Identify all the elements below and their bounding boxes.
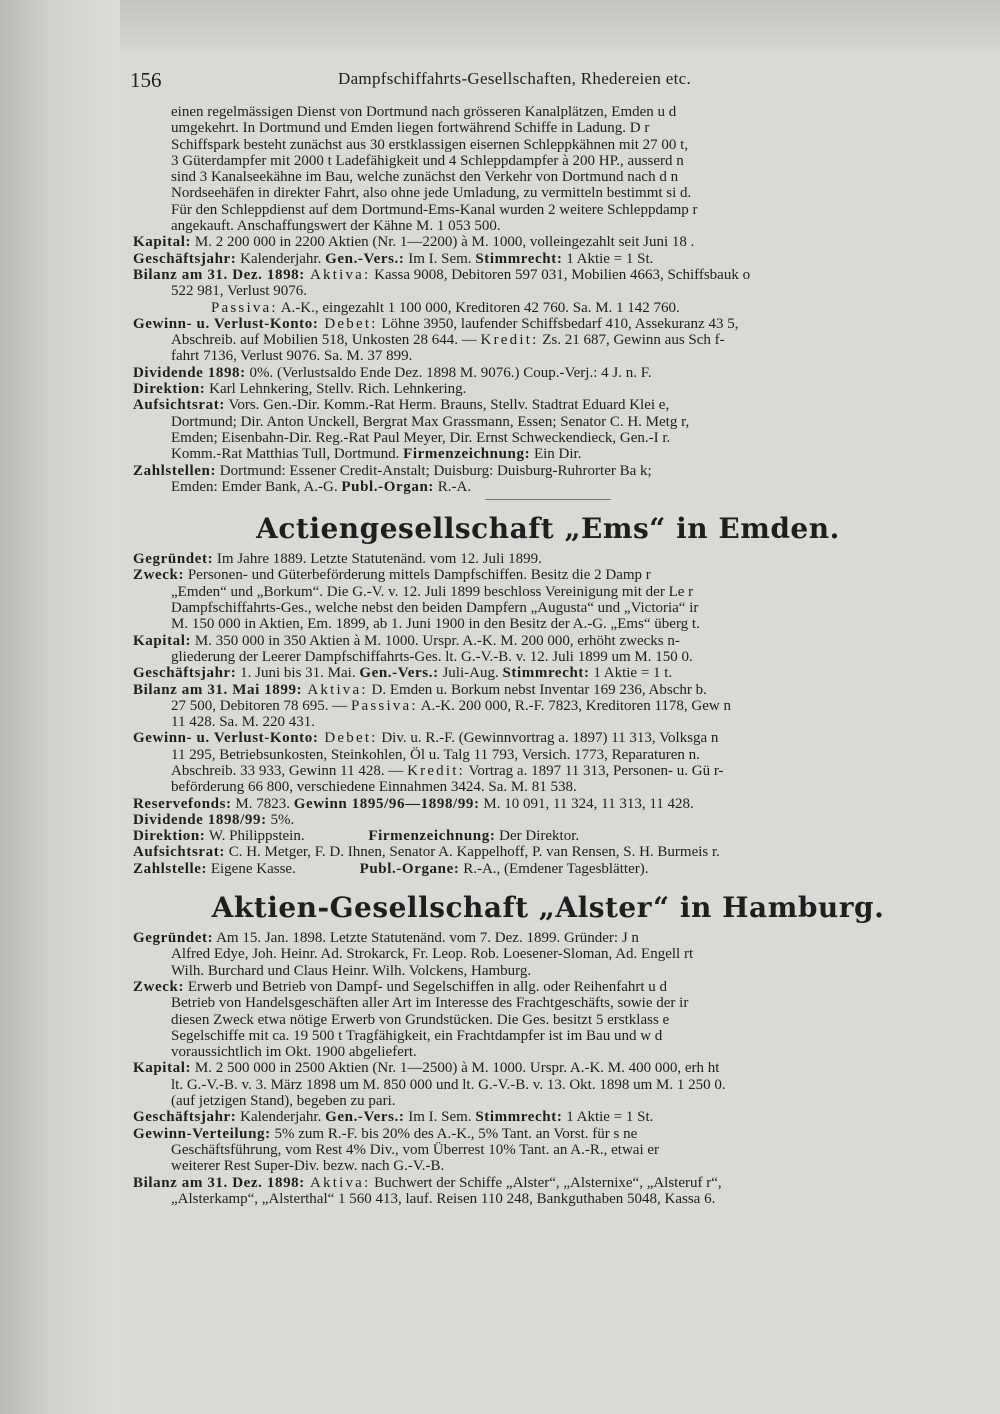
s3-zweck-line: voraussichtlich im Okt. 1900 abgeliefert. <box>171 1044 417 1061</box>
section-divider <box>485 499 611 500</box>
s3-zweck-key: Zweck: <box>133 978 185 995</box>
s1-aktiva-label: Aktiva: <box>304 266 371 283</box>
page-header <box>130 60 963 104</box>
s2-gewinn-line: beförderung 66 800, verschiedene Einnahmen 3424. Sa. M. 81 538. <box>171 779 577 796</box>
s3-aktiva-label: Aktiva: <box>304 1174 371 1191</box>
s2-zweck-line: „Emden“ und „Borkum“. Die G.-V. v. 12. Juli 1899 beschloss Vereinigung mit der Le r <box>171 583 694 600</box>
s3-bilanz-key: Bilanz am 31. Dez. 1898: <box>133 1174 305 1191</box>
s3-kapital <box>133 1060 963 1109</box>
s1-kapital <box>133 234 963 250</box>
s2-rf-key: Reservefonds: <box>133 795 232 812</box>
s2-ar-key: Aufsichtsrat: <box>133 844 225 861</box>
s3-zweck-line: Betrieb von Handelsgeschäften aller Art im Interesse des Frachtgeschäfts, sowie der ir <box>171 995 689 1012</box>
s2-gw-text: M. 10 091, 11 324, 11 313, 11 428. <box>479 795 694 812</box>
s2-gegr-text: Im Jahre 1889. Letzte Statutenänd. vom 12. Juli 1899. <box>213 551 542 568</box>
s2-kap-line: M. 350 000 in 350 Aktien à M. 1000. Urspr. A.-K. M. 200 000, erhöht zwecks n- <box>191 632 680 649</box>
s3-gv-key: Gen.-Vers.: <box>325 1109 405 1126</box>
book-page <box>130 60 963 1207</box>
s1-firm-key: Firmenzeichnung: <box>403 446 531 463</box>
page-number: 156 <box>130 68 162 92</box>
s1-zahlstellen <box>133 463 963 496</box>
s1-bilanz-line: A.-K., eingezahlt 1 100 000, Kreditoren 42 760. Sa. M. 1 142 760. <box>277 299 680 316</box>
s3-gvt-line: Geschäftsführung, vom Rest 4% Div., vom Überrest 10% Tant. an A.-R., etwai er <box>171 1141 660 1158</box>
intro-line: umgekehrt. In Dortmund und Emden liegen fortwährend Schiffe in Ladung. D r <box>171 120 650 137</box>
s2-gewinn-line: Abschreib. 33 933, Gewinn 11 428. — <box>171 762 408 779</box>
s2-gewinn <box>133 730 963 795</box>
s2-publ-key: Publ.-Organe: <box>359 860 460 877</box>
intro-line: Nordseehäfen in direkter Fahrt, also ohne jede Umladung, zu vermitteln bestimmt si d. <box>171 185 692 202</box>
s2-reservefonds <box>133 796 963 812</box>
s2-debet-label: Debet: <box>318 730 378 747</box>
s1-kapital-key: Kapital: <box>133 234 192 251</box>
s2-bilanz-line: A.-K. 200 000, R.-F. 7823, Kreditoren 1178, Gew n <box>417 697 731 714</box>
company-title-alster: Aktien-Gesellschaft „Alster“ in Hamburg. <box>211 891 885 925</box>
s3-gv-text: Im I. Sem. <box>404 1109 476 1126</box>
scan-shadow-top <box>0 0 1000 60</box>
s3-kap-line: lt. G.-V.-B. v. 3. März 1898 um M. 850 000 und lt. G.-V.-B. v. 13. Okt. 1898 um M. 1 250 0. <box>171 1076 726 1093</box>
s2-gj-key: Geschäftsjahr: <box>133 665 237 682</box>
s2-zweck-key: Zweck: <box>133 567 185 584</box>
s1-kapital-text: M. 2 200 000 in 2200 Aktien (Nr. 1—2200) à M. 1000, volleingezahlt seit Juni 18 . <box>191 234 695 251</box>
s1-ar-line: Dortmund; Dir. Anton Unckell, Bergrat Max Grassmann, Essen; Senator C. H. Metg r, <box>171 413 690 430</box>
s3-gewinnverteilung <box>133 1126 963 1175</box>
s1-stimm-key: Stimmrecht: <box>475 250 563 267</box>
s2-dir-key: Direktion: <box>133 828 206 845</box>
running-title: Dampfschiffahrts-Gesellschaften, Rhedereien etc. <box>338 69 691 88</box>
s2-gv-text: Juli-Aug. <box>438 665 503 682</box>
s2-stimm-text: 1 Aktie = 1 t. <box>589 665 673 682</box>
s3-kap-line: (auf jetzigen Stand), begeben zu pari. <box>171 1093 396 1110</box>
s2-zweck-line: Personen- und Güterbeförderung mittels Dampfschiffen. Besitz die 2 Damp r <box>184 567 651 584</box>
scan-shadow-left <box>0 0 120 1414</box>
s3-gv-key: Gewinn-Verteilung: <box>133 1125 271 1142</box>
s1-zs-line: Emden: Emder Bank, A.-G. <box>171 478 342 495</box>
s1-bilanz-line: Kassa 9008, Debitoren 597 031, Mobilien 4663, Schiffsbauk o <box>370 266 751 283</box>
s1-gv-text: Im I. Sem. <box>404 250 476 267</box>
s3-bilanz-line: Buchwert der Schiffe „Alster“, „Alsternixe“, „Alsteruf r“, <box>370 1174 722 1191</box>
s2-bilanz-key: Bilanz am 31. Mai 1899: <box>133 681 303 698</box>
s3-zweck-line: diesen Zweck etwa nötige Erwerb von Grundstücken. Die Ges. besitzt 5 erstklass e <box>171 1011 670 1028</box>
s1-ar-key: Aufsichtsrat: <box>133 397 225 414</box>
s1-gewinn-key: Gewinn- u. Verlust-Konto: <box>133 315 319 332</box>
s2-bilanz <box>133 682 963 731</box>
s1-stimm-text: 1 Aktie = 1 St. <box>562 250 654 267</box>
intro-line: Schiffspark besteht zunächst aus 30 erstklassigen eisernen Schleppkähnen mit 27 00 t, <box>171 136 689 153</box>
s1-bilanz-line: 522 981, Verlust 9076. <box>171 283 307 300</box>
s1-ar-line: Emden; Eisenbahn-Dir. Reg.-Rat Paul Meyer, Dir. Ernst Schweckendieck, Gen.-I r. <box>171 429 671 446</box>
s2-ar-text: C. H. Metger, F. D. Ihnen, Senator A. Kappelhoff, P. van Rensen, S. H. Burmeis r. <box>224 844 720 861</box>
intro-line: einen regelmässigen Dienst von Dortmund nach grösseren Kanalplätzen, Emden u d <box>171 104 677 120</box>
s1-direktion <box>133 381 963 397</box>
s1-dir-key: Direktion: <box>133 381 206 398</box>
s2-publ-text: R.-A., (Emdener Tagesblätter). <box>459 860 649 877</box>
s2-bilanz-line: 27 500, Debitoren 78 695. — <box>171 697 351 714</box>
s2-kapital <box>133 633 963 666</box>
s1-gj-text: Kalenderjahr. <box>236 250 326 267</box>
s2-firm-key: Firmenzeichnung: <box>368 828 496 845</box>
s1-publ-text: R.-A. <box>434 478 472 495</box>
s3-gegr-key: Gegründet: <box>133 930 214 947</box>
s1-publ-key: Publ.-Organ: <box>341 478 435 495</box>
s1-gewinn-line: Abschreib. auf Mobilien 518, Unkosten 28 644. — <box>171 332 481 349</box>
s2-direktion <box>133 828 963 844</box>
intro-line: angekauft. Anschaffungswert der Kähne M. 1 053 500. <box>171 218 501 235</box>
s2-kap-line: gliederung der Leerer Dampfschiffahrts-Ges. lt. G.-V.-B. v. 12. Juli 1899 um M. 150 0. <box>171 648 693 665</box>
s3-gvt-line: 5% zum R.-F. bis 20% des A.-K., 5% Tant. an Vorst. für s ne <box>270 1125 638 1142</box>
s3-gj-text: Kalenderjahr. <box>236 1109 326 1126</box>
s1-bilanz <box>133 267 963 316</box>
s3-gegruendet <box>133 930 963 979</box>
s3-gegr-line: Am 15. Jan. 1898. Letzte Statutenänd. vom 7. Dez. 1899. Gründer: J n <box>213 930 639 947</box>
s2-gewinn-line: Div. u. R.-F. (Gewinnvortrag a. 1897) 11 313, Volksga n <box>377 730 719 747</box>
s1-geschaeftsjahr <box>133 251 963 267</box>
s1-gv-key: Gen.-Vers.: <box>325 250 405 267</box>
s3-gegr-line: Alfred Edye, Joh. Heinr. Ad. Strokarck, Fr. Leop. Rob. Loesener-Sloman, Ad. Engell rt <box>171 946 694 963</box>
s2-geschaeftsjahr <box>133 665 963 681</box>
intro-line: Für den Schleppdienst auf dem Dortmund-Ems-Kanal wurden 2 weitere Schleppdamp r <box>171 201 698 218</box>
s3-stimm-text: 1 Aktie = 1 St. <box>562 1109 654 1126</box>
s3-bilanz-line: „Alsterkamp“, „Alsterthal“ 1 560 413, lauf. Reisen 110 248, Bankguthaben 5048, Kassa 6. <box>171 1190 716 1207</box>
s2-zweck-line: M. 150 000 in Aktien, Em. 1899, ab 1. Juni 1900 in den Besitz der A.-G. „Ems“ überg t. <box>171 616 700 633</box>
s2-dir-text: W. Philippstein. <box>205 828 309 845</box>
s2-gewinn-key: Gewinn- u. Verlust-Konto: <box>133 730 319 747</box>
s1-gj-key: Geschäftsjahr: <box>133 250 237 267</box>
s1-gewinn-line: Zs. 21 687, Gewinn aus Sch f- <box>538 332 725 349</box>
s1-dir-text: Karl Lehnkering, Stellv. Rich. Lehnkering. <box>205 381 467 398</box>
s1-gewinn-line: fahrt 7136, Verlust 9076. Sa. M. 37 899. <box>171 348 413 365</box>
s2-zweck <box>133 567 963 632</box>
s2-firm-text: Der Direktor. <box>495 828 580 845</box>
s3-zweck-line: Erwerb und Betrieb von Dampf- und Segelschiffen in allg. oder Reihenfahrt u d <box>184 978 668 995</box>
s2-div-text: 5%. <box>266 811 295 828</box>
s2-bilanz-line: D. Emden u. Borkum nebst Inventar 169 236, Abschr b. <box>367 681 707 698</box>
s2-kredit-label: Kredit: <box>407 762 465 779</box>
s1-debet-label: Debet: <box>318 315 378 332</box>
s1-ar-line: Vors. Gen.-Dir. Komm.-Rat Herm. Brauns, Stellv. Stadtrat Eduard Klei e, <box>224 397 670 414</box>
intro-line: 3 Güterdampfer mit 2000 t Ladefähigkeit und 4 Schleppdampfer à 200 HP., ausserd n <box>171 152 684 169</box>
s2-bilanz-line: 11 428. Sa. M. 220 431. <box>171 714 316 731</box>
s3-stimm-key: Stimmrecht: <box>475 1109 563 1126</box>
s2-zahlstelle <box>133 861 963 877</box>
s2-gegruendet <box>133 551 963 567</box>
s1-zs-key: Zahlstellen: <box>133 462 217 479</box>
s3-kap-key: Kapital: <box>133 1060 192 1077</box>
s3-zweck-line: Segelschiffe mit ca. 19 500 t Tragfähigkeit, ein Frachtdampfer ist im Bau und w d <box>171 1027 663 1044</box>
s1-aufsichtsrat <box>133 397 963 462</box>
s1-ar-line: Komm.-Rat Matthias Tull, Dortmund. <box>171 446 404 463</box>
s2-gegr-key: Gegründet: <box>133 551 214 568</box>
s2-gewinn-line: Vortrag a. 1897 11 313, Personen- u. Gü r- <box>464 762 724 779</box>
s2-passiva-label: Passiva: <box>350 697 418 714</box>
s2-div-key: Dividende 1898/99: <box>133 811 267 828</box>
s3-gj-key: Geschäftsjahr: <box>133 1109 237 1126</box>
s2-gw-key: Gewinn 1895/96—1898/99: <box>293 795 480 812</box>
s2-aufsichtsrat <box>133 844 963 860</box>
s1-gewinn-line: Löhne 3950, laufender Schiffsbedarf 410, Assekuranz 43 5, <box>377 315 739 332</box>
s1-kredit-label: Kredit: <box>480 332 539 349</box>
s1-passiva-label: Passiva: <box>211 299 278 316</box>
s2-rf-text: M. 7823. <box>231 795 294 812</box>
s1-firm-text: Ein Dir. <box>530 446 582 463</box>
s2-stimm-key: Stimmrecht: <box>502 665 590 682</box>
s2-zs-key: Zahlstelle: <box>133 860 208 877</box>
s1-zs-line: Dortmund: Essener Credit-Anstalt; Duisburg: Duisburg-Ruhrorter Ba k; <box>216 462 652 479</box>
s3-bilanz <box>133 1175 963 1208</box>
s1-dividende <box>133 365 963 381</box>
s2-kap-key: Kapital: <box>133 632 192 649</box>
s3-gvt-line: weiterer Rest Super-Div. bezw. nach G.-V.-B. <box>171 1158 445 1175</box>
s3-gegr-line: Wilh. Burchard und Claus Heinr. Wilh. Volckens, Hamburg. <box>171 962 532 979</box>
s1-div-key: Dividende 1898: <box>133 364 246 381</box>
s2-gv-key: Gen.-Vers.: <box>359 665 439 682</box>
s1-bilanz-key: Bilanz am 31. Dez. 1898: <box>133 266 305 283</box>
s3-zweck <box>133 979 963 1060</box>
s1-div-text: 0%. (Verlustsaldo Ende Dez. 1898 M. 9076.) Coup.-Verj.: 4 J. n. F. <box>245 364 652 381</box>
s2-zs-text: Eigene Kasse. <box>207 860 300 877</box>
s2-gewinn-line: 11 295, Betriebsunkosten, Steinkohlen, Öl u. Talg 11 793, Versich. 1773, Reparaturen n. <box>171 746 700 763</box>
company-title-ems: Actiengesellschaft „Ems“ in Emden. <box>256 512 840 546</box>
s2-dividende <box>133 812 963 828</box>
intro-line: sind 3 Kanalseekähne im Bau, welche zunächst den Verkehr von Dortmund nach d n <box>171 169 679 186</box>
s2-zweck-line: Dampfschiffahrts-Ges., welche nebst den beiden Dampfern „Augusta“ und „Victoria“ ir <box>171 600 699 617</box>
s2-gj-text: 1. Juni bis 31. Mai. <box>236 665 360 682</box>
s2-aktiva-label: Aktiva: <box>302 681 368 698</box>
s3-kap-line: M. 2 500 000 in 2500 Aktien (Nr. 1—2500) à M. 1000. Urspr. A.-K. M. 400 000, erh ht <box>191 1060 720 1077</box>
s3-geschaeftsjahr <box>133 1109 963 1125</box>
s1-gewinn <box>133 316 963 365</box>
intro-paragraph <box>133 104 963 234</box>
